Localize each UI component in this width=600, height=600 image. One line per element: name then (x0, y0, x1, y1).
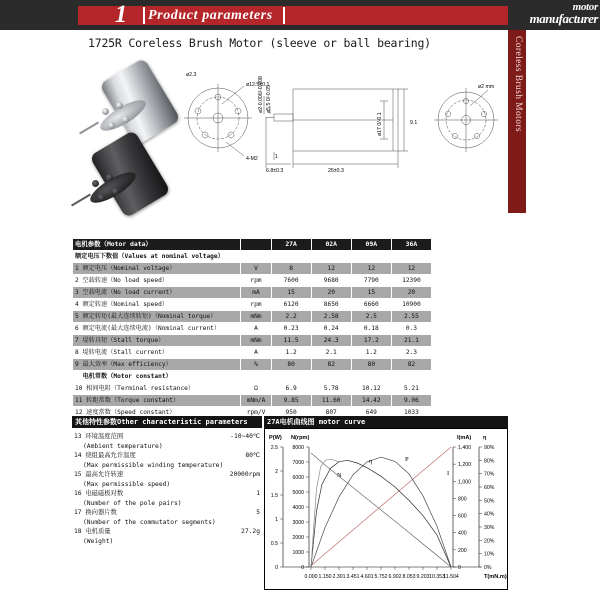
other-param-row (72, 489, 262, 499)
table-cell-value-0: 80 (271, 359, 311, 371)
other-param-row (72, 470, 262, 480)
table-cell-value-3: 82 (391, 359, 431, 371)
table-cell-value-0: 950 (271, 407, 311, 419)
table-header-name: 电机参数（Motor data） (73, 239, 241, 251)
side-tab-coreless-brush-motors (508, 30, 526, 213)
curve-label-I: I (447, 470, 450, 477)
table-cell-value-2: 6660 (351, 299, 391, 311)
side-view-shaft-length: 6.8±0.3 (266, 168, 284, 174)
table-cell-value-3: 10900 (391, 299, 431, 311)
other-parameters-header: 其他特性参数Other characteristic parameters (72, 416, 262, 428)
tick-label-eta: 70% (484, 471, 495, 478)
brand-logo (530, 1, 598, 25)
other-param-label: 14 绕组最高允许温度 (74, 452, 136, 459)
axis-title-efficiency: η (483, 435, 487, 441)
table-row (73, 263, 432, 275)
tick-label-p: 1 (275, 517, 278, 523)
table-cell-value-0: 0.23 (271, 323, 311, 335)
other-param-value: 27.2g (241, 528, 260, 535)
other-param-value: 1 (256, 490, 260, 497)
table-cell-value-0: 15 (271, 287, 311, 299)
curve-label-η: η (369, 458, 373, 465)
tick-label-eta: 20% (484, 538, 495, 545)
other-param-row (72, 432, 262, 442)
table-cell-name: 8 堤转电流（Stall current） (73, 347, 241, 359)
table-cell-name: 1 额定电压（Nominal voltage） (73, 263, 241, 275)
other-param-subrow (72, 499, 262, 509)
other-param-label: 17 换向器片数 (74, 509, 117, 516)
other-param-value: -10~40℃ (230, 433, 260, 440)
axis-title-speed: N(rpm) (291, 435, 310, 441)
table-row (73, 275, 432, 287)
tick-label-n: 1000 (292, 550, 304, 556)
tick-label-eta: 90% (484, 445, 495, 451)
tick-label-p: 0 (275, 565, 278, 571)
table-cell-unit: mNm/A (241, 395, 271, 407)
curve-P (311, 457, 451, 567)
tick-label-n: 4000 (292, 505, 304, 511)
other-param-value: 5 (256, 509, 260, 516)
table-cell-value-1: 24.3 (311, 335, 351, 347)
table-cell-value-2: 17.2 (351, 335, 391, 347)
other-param-label: 13 环境温度范围 (74, 433, 124, 440)
table-row (73, 395, 432, 407)
tick-label-i: 400 (458, 530, 467, 537)
tick-label-p: 2.5 (270, 445, 278, 451)
table-cell-value-2: 14.42 (351, 395, 391, 407)
tick-label-x: 3.451 (346, 574, 360, 580)
tick-label-n: 6000 (292, 475, 304, 481)
table-cell-unit: Ω (241, 383, 271, 395)
other-param-label: 15 最高允许转速 (74, 471, 124, 478)
side-view-body-length: 25±0.3 (328, 168, 344, 174)
tick-label-i: 600 (458, 513, 467, 520)
table-cell-value-2: 10.12 (351, 383, 391, 395)
side-tab-label: Coreless Brush Motors (513, 36, 523, 133)
table-subheader-label: 额定电压下数值（Values at nominal voltage） (73, 251, 272, 263)
other-param-sublabel: (Max permissible winding temperature) (83, 461, 224, 469)
table-cell-name: 7 堤转具矩（Stall torque） (73, 335, 241, 347)
tick-label-x: 8.053 (402, 574, 416, 580)
table-cell-value-0: 2.2 (271, 311, 311, 323)
tick-label-x: 9.203 (416, 574, 430, 580)
tick-label-x: 11.504 (443, 574, 459, 580)
tick-label-i: 1,200 (458, 462, 471, 469)
table-header-col-0: 27A (271, 239, 311, 251)
table-cell-name: 5 额定转矩(最大连续转矩)（Nominal torque） (73, 311, 241, 323)
table-cell-value-0: 6.9 (271, 383, 311, 395)
table-cell-value-0: 8 (271, 263, 311, 275)
table-cell-value-2: 0.18 (351, 323, 391, 335)
table-row (73, 347, 432, 359)
table-cell-value-0: 11.5 (271, 335, 311, 347)
other-param-label: 16 电磁磁极对数 (74, 490, 124, 497)
page-title: Product parameters (148, 8, 273, 23)
tick-label-p: 2 (275, 469, 278, 475)
table-cell-value-1: 5.78 (311, 383, 351, 395)
other-param-value: 80℃ (245, 452, 260, 459)
curve-label-P: P (405, 456, 409, 463)
table-row (73, 335, 432, 347)
table-cell-value-0: 6120 (271, 299, 311, 311)
other-param-subrow (72, 442, 262, 452)
other-param-subrow (72, 537, 262, 547)
rear-view-dim-bolt: ø2 mm (478, 84, 495, 90)
table-cell-value-2: 12 (351, 263, 391, 275)
side-view-overall-height: 9.1 (410, 120, 418, 126)
table-cell-value-3: 20 (391, 287, 431, 299)
other-param-row (72, 508, 262, 518)
table-header-col-2: 09A (351, 239, 391, 251)
tick-label-p: 0.5 (270, 541, 278, 547)
table-row (73, 299, 432, 311)
table-cell-value-0: 1.2 (271, 347, 311, 359)
drawing-rear-view (434, 88, 498, 152)
table-cell-unit: mA (241, 287, 271, 299)
tick-label-eta: 30% (484, 525, 495, 531)
tick-label-i: 1,400 (458, 445, 471, 451)
tick-label-n: 7000 (292, 460, 304, 466)
tick-label-eta: 0% (484, 565, 492, 571)
motor-curve-chart (264, 428, 508, 590)
other-param-subrow (72, 461, 262, 471)
table-cell-unit: rpm/V (241, 407, 271, 419)
page-header (0, 0, 600, 30)
other-param-subrow (72, 480, 262, 490)
tick-label-x: 5.752 (374, 574, 388, 580)
table-cell-unit: V (241, 263, 271, 275)
other-param-sublabel: (Max permissible speed) (83, 480, 171, 488)
brand-line-2: manufacturer (529, 11, 598, 26)
table-cell-value-0: 7600 (271, 275, 311, 287)
tick-label-n: 0 (301, 565, 304, 571)
side-view-shaft-diameter: ø2-0.006/-0.008 (258, 76, 264, 113)
table-cell-value-1: 8650 (311, 299, 351, 311)
front-view-dim-screw: 4-M2 (246, 156, 258, 162)
table-cell-value-2: 649 (351, 407, 391, 419)
table-cell-unit: % (241, 359, 271, 371)
other-parameters-list (72, 432, 262, 546)
table-cell-unit: rpm (241, 275, 271, 287)
table-cell-name: 9 最大效率（Max efficiency） (73, 359, 241, 371)
table-cell-name: 6 额定电流(最大连续电流)（Nominal current） (73, 323, 241, 335)
table-cell-value-1: 12 (311, 263, 351, 275)
table-cell-value-3: 2.55 (391, 311, 431, 323)
table-cell-value-1: 2.58 (311, 311, 351, 323)
side-view-body-diameter: ø17 0/-0.1 (377, 112, 383, 136)
table-constant-header-label: 电机常数（Motor constant） (73, 371, 272, 383)
other-param-sublabel: (Ambient temperature) (83, 442, 163, 450)
tick-label-eta: 10% (484, 551, 495, 558)
table-header-col-3: 36A (391, 239, 431, 251)
table-cell-value-1: 20 (311, 287, 351, 299)
other-param-sublabel: (Number of the pole pairs) (83, 499, 182, 507)
tick-label-x: 10.353 (429, 574, 445, 580)
side-view-lead-note: 1 (275, 154, 278, 160)
table-cell-value-1: 11.60 (311, 395, 351, 407)
product-title: 1725R Coreless Brush Motor (sleeve or ball bearing) (88, 36, 431, 50)
tick-label-i: 0 (458, 565, 461, 571)
table-cell-unit: A (241, 323, 271, 335)
table-cell-unit: mNm (241, 335, 271, 347)
table-cell-value-3: 1033 (391, 407, 431, 419)
table-cell-value-3: 5.21 (391, 383, 431, 395)
brand-line-1: motor (572, 1, 598, 13)
tick-label-n: 2000 (292, 535, 304, 541)
tick-label-n: 5000 (292, 490, 304, 496)
table-cell-value-3: 12390 (391, 275, 431, 287)
table-cell-name: 2 空载转速（No load speed） (73, 275, 241, 287)
tick-label-n: 8000 (292, 445, 304, 451)
table-cell-name: 11 转距常数（Torque constant） (73, 395, 241, 407)
table-cell-value-2: 7790 (351, 275, 391, 287)
table-cell-value-0: 9.85 (271, 395, 311, 407)
table-cell-value-1: 0.24 (311, 323, 351, 335)
tick-label-x: 2.301 (332, 574, 346, 580)
table-row (73, 359, 432, 371)
table-row (73, 383, 432, 395)
table-cell-name: 12 速度常数（Speed constant） (73, 407, 241, 419)
table-cell-value-1: 807 (311, 407, 351, 419)
tick-label-x: 4.601 (360, 574, 374, 580)
curve-Nb (311, 459, 339, 567)
tick-label-eta: 80% (484, 458, 495, 465)
motor-data-table (72, 238, 432, 419)
other-param-subrow (72, 518, 262, 528)
tick-label-eta: 50% (484, 498, 495, 505)
table-header-row (73, 239, 432, 251)
table-row (73, 287, 432, 299)
table-subheader-row (73, 251, 432, 263)
table-cell-value-1: 82 (311, 359, 351, 371)
tick-label-i: 1,000 (458, 479, 471, 486)
drawing-side-view (264, 89, 408, 168)
table-row (73, 323, 432, 335)
drawing-front-view (184, 84, 252, 156)
other-param-sublabel: (Number of the commutator segments) (83, 518, 216, 526)
axis-label-x: T(mN.m) (484, 574, 507, 580)
tick-label-eta: 40% (484, 511, 495, 518)
side-view-shaft-flat: ø5.5 0/-0.05 (266, 85, 272, 113)
front-view-dim-pitch: ø12.5±0.1 (246, 82, 270, 88)
table-cell-value-3: 21.1 (391, 335, 431, 347)
tick-label-x: 1.150 (318, 574, 332, 580)
motor-curve-header: 27A电机曲线图 motor curve (264, 416, 508, 428)
table-constant-header-row (73, 371, 432, 383)
curve-I (311, 447, 451, 566)
curve-eta (311, 460, 451, 567)
table-cell-name: 3 空载电流（No load current） (73, 287, 241, 299)
table-cell-value-2: 2.5 (351, 311, 391, 323)
table-cell-value-3: 12 (391, 263, 431, 275)
table-cell-value-2: 1.2 (351, 347, 391, 359)
front-view-dim-hole: ø2.3 (186, 72, 197, 78)
table-cell-value-1: 9680 (311, 275, 351, 287)
table-cell-unit: mNm (241, 311, 271, 323)
other-param-row (72, 527, 262, 537)
tick-label-x: 0.000 (304, 574, 318, 580)
title-bracket-right (283, 7, 285, 24)
table-cell-unit: rpm (241, 299, 271, 311)
tick-label-eta: 60% (484, 485, 495, 491)
axis-title-current: I(mA) (457, 435, 472, 441)
tick-label-i: 200 (458, 547, 467, 554)
other-param-row (72, 451, 262, 461)
table-cell-value-3: 2.3 (391, 347, 431, 359)
table-cell-value-3: 9.06 (391, 395, 431, 407)
curve-label-N: N (337, 472, 342, 479)
title-bracket-left (143, 7, 145, 24)
tick-label-i: 800 (458, 496, 467, 503)
tick-label-n: 3000 (292, 520, 304, 526)
table-header-col-1: 02A (311, 239, 351, 251)
axis-title-power: P(W) (269, 435, 282, 441)
table-cell-value-1: 2.1 (311, 347, 351, 359)
table-cell-name: 10 相间电阻（Terminal resistance） (73, 383, 241, 395)
table-cell-name: 4 额定转速（Nominal speed） (73, 299, 241, 311)
table-row (73, 311, 432, 323)
other-param-label: 18 电机质量 (74, 528, 111, 535)
table-cell-value-2: 15 (351, 287, 391, 299)
tick-label-p: 1.5 (270, 493, 278, 499)
technical-drawings (178, 56, 508, 196)
curve-N (311, 453, 451, 567)
table-cell-unit: A (241, 347, 271, 359)
table-header-unit (241, 239, 271, 251)
section-number: 1 (114, 1, 128, 28)
other-param-sublabel: (Weight) (83, 537, 114, 545)
other-param-value: 20000rpm (229, 471, 260, 478)
tick-label-x: 6.902 (388, 574, 402, 580)
table-cell-value-3: 0.3 (391, 323, 431, 335)
table-cell-value-2: 80 (351, 359, 391, 371)
